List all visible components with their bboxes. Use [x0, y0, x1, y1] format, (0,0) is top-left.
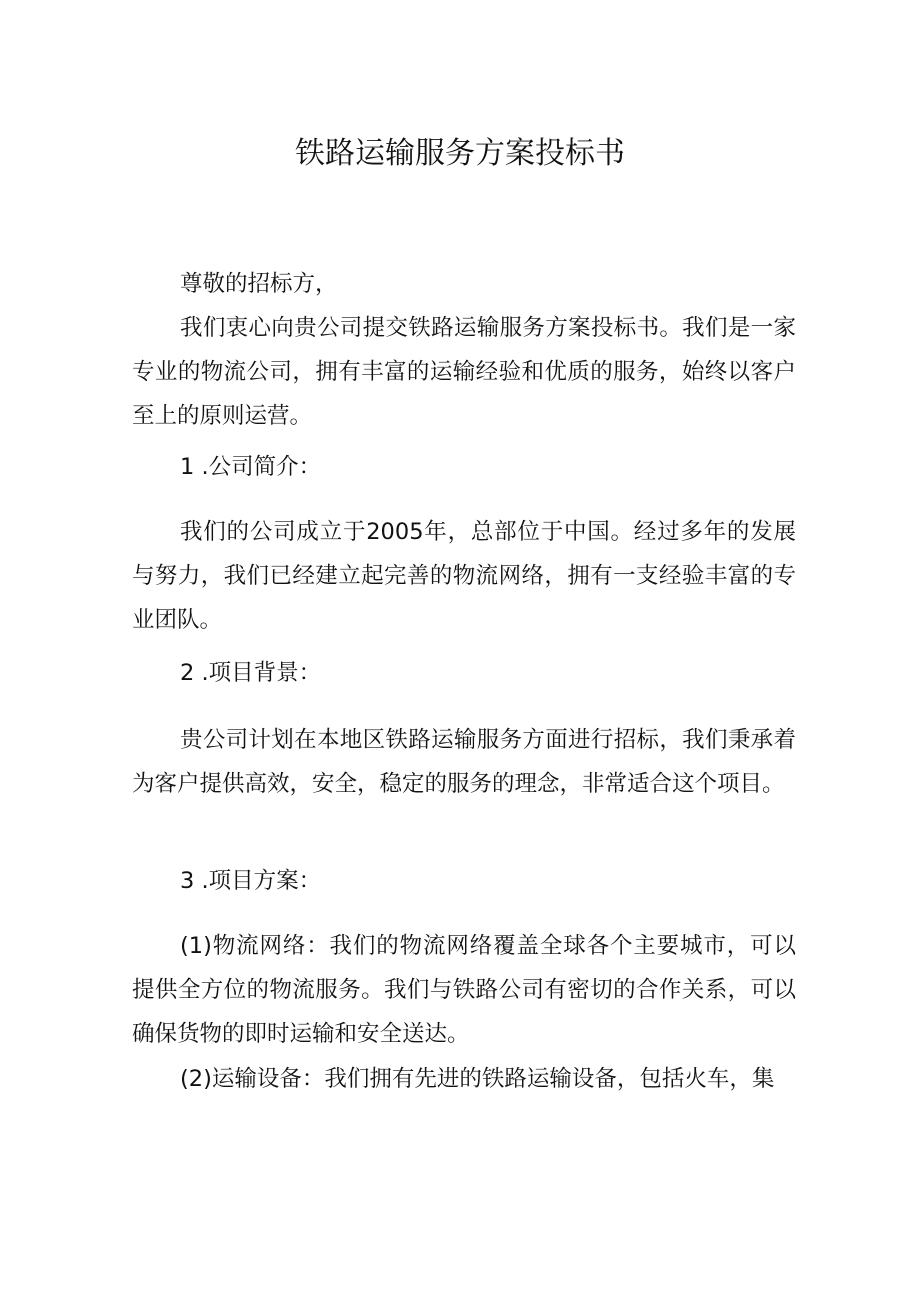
company-profile-paragraph: 我们的公司成立于2005年，总部位于中国。经过多年的发展与努力，我们已经建立起完善的物流网络，拥有一支经验丰富的专业团队。	[132, 519, 796, 633]
salutation: 尊敬的招标方，	[180, 271, 338, 297]
project-background-paragraph: 贵公司计划在本地区铁路运输服务方面进行招标，我们秉承着为客户提供高效，安全，稳定的服务的理念，非常适合这个项目。	[132, 727, 796, 797]
intro-paragraph: 我们衷心向贵公司提交铁路运输服务方案投标书。我们是一家专业的物流公司，拥有丰富的运输经验和优质的服务，始终以客户至上的原则运营。	[132, 315, 796, 429]
section-heading-project-plan: 3 .项目方案：	[180, 868, 322, 894]
transport-equipment-paragraph: (2)运输设备：我们拥有先进的铁路运输设备，包括火车，集	[180, 1066, 775, 1092]
document-title: 铁路运输服务方案投标书	[295, 136, 625, 171]
section-heading-company-profile: 1 .公司简介：	[180, 454, 322, 480]
logistics-network-paragraph: (1)物流网络：我们的物流网络覆盖全球各个主要城市，可以提供全方位的物流服务。我们与铁路公司有密切的合作关系，可以确保货物的即时运输和安全送达。	[132, 933, 796, 1047]
section-heading-project-background: 2 .项目背景：	[180, 660, 322, 686]
